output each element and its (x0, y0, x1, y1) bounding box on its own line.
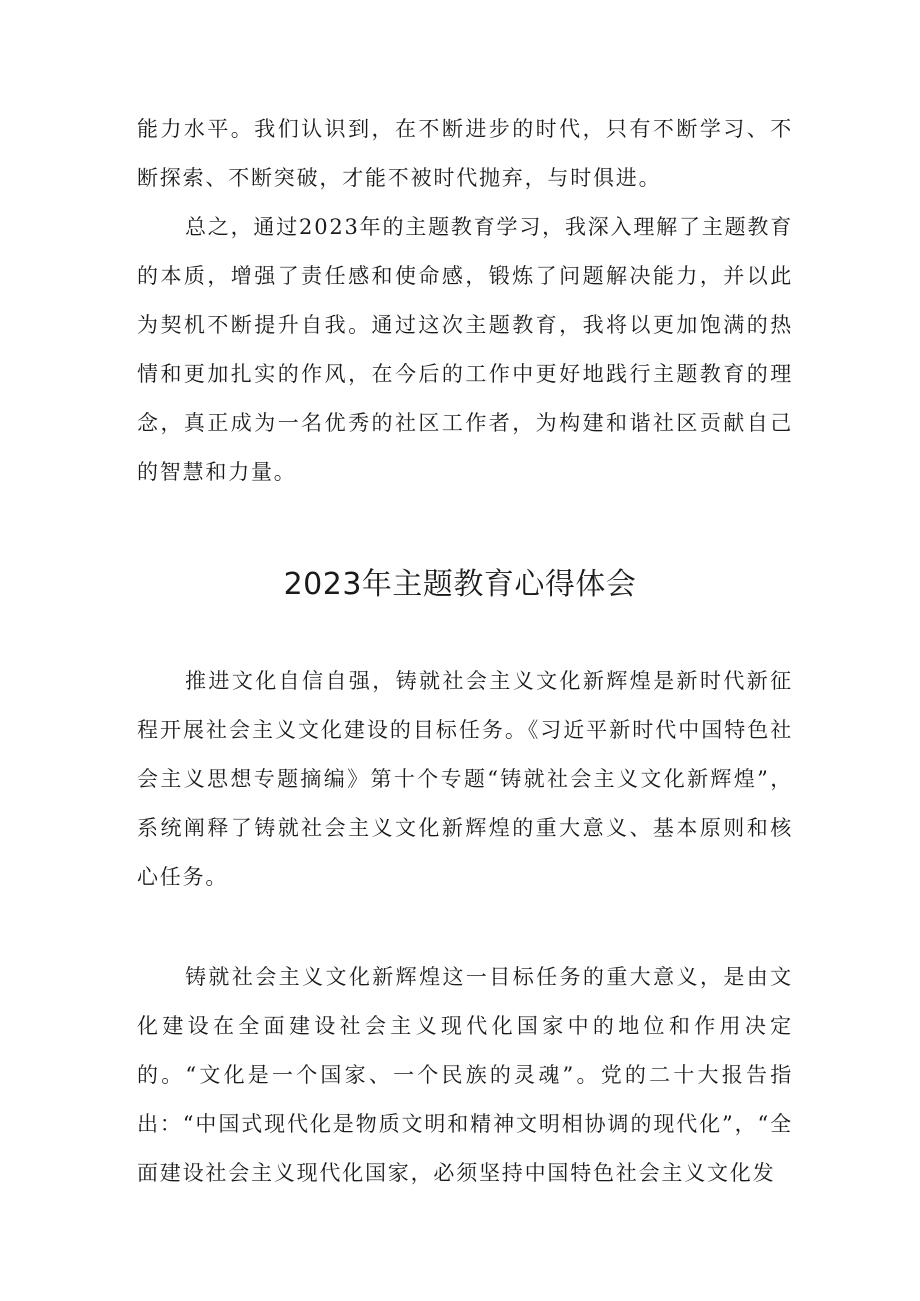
page-title: 2023年主题教育心得体会 (283, 567, 637, 602)
significance-paragraph: 铸就社会主义文化新辉煌这一目标任务的重大意义，是由文化建设在全面建设社会主义现代化国家中的地位和作用决定的。“文化是一个国家、一个民族的灵魂”。党的二十大报告指出：“中国式现代化是物质文明和精神文明相协调的现代化”，“全面建设社会主义现代化国家，必须坚持中国特色社会主义文化发 (137, 965, 793, 1185)
continuation-paragraph: 能力水平。我们认识到，在不断进步的时代，只有不断学习、不断探索、不断突破，才能不被时代抛弃，与时俱进。 (137, 117, 793, 190)
intro-paragraph: 推进文化自信自强，铸就社会主义文化新辉煌是新时代新征程开展社会主义文化建设的目标任务。《习近平新时代中国特色社会主义思想专题摘编》第十个专题“铸就社会主义文化新辉煌”，系统阐释了铸就社会主义文化新辉煌的重大意义、基本原则和核心任务。 (137, 669, 793, 889)
conclusion-paragraph: 总之，通过2023年的主题教育学习，我深入理解了主题教育的本质，增强了责任感和使命感，锻炼了问题解决能力，并以此为契机不断提升自我。通过这次主题教育，我将以更加饱满的热情和更加扎实的作风，在今后的工作中更好地践行主题教育的理念，真正成为一名优秀的社区工作者，为构建和谐社区贡献自己的智慧和力量。 (137, 215, 793, 484)
